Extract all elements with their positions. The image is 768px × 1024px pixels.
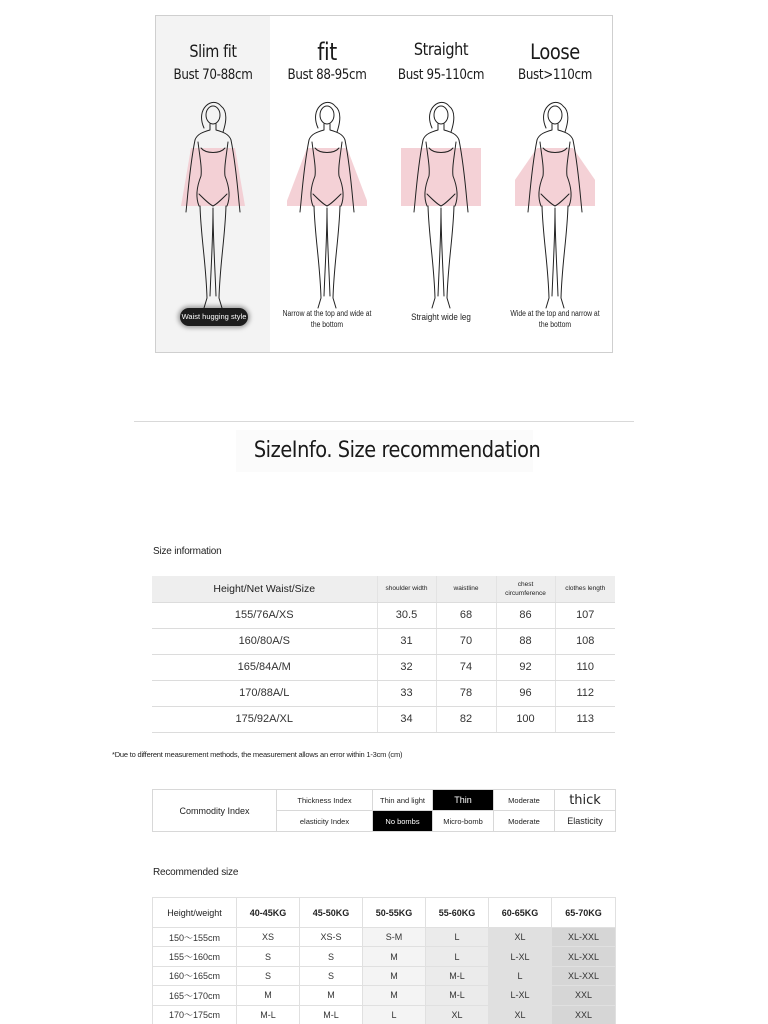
table-cell: 110 (555, 654, 615, 680)
table-cell: 88 (496, 628, 555, 654)
thickness-option: Thin and light (373, 790, 433, 811)
fit-column (156, 16, 270, 352)
elasticity-option: Micro-bomb (433, 811, 494, 832)
table-cell: 82 (436, 706, 496, 732)
figure-head (206, 106, 220, 124)
table-cell: L (426, 928, 489, 947)
fit-name: fit (317, 38, 337, 66)
elasticity-option: Moderate (494, 811, 555, 832)
table-cell: XL-XXL (552, 928, 616, 947)
fit-column (270, 16, 384, 352)
table-cell: L-XL (489, 947, 552, 966)
column-header: waistline (436, 576, 496, 602)
column-header: 60-65KG (489, 898, 552, 928)
fit-area-shading (181, 148, 245, 206)
figure-legs (542, 206, 568, 308)
fit-bust-range: Bust 95-110cm (397, 67, 485, 83)
table-cell: M-L (237, 1005, 300, 1024)
table-cell: 113 (555, 706, 615, 732)
figure-shoulders (537, 124, 573, 140)
body-figure-illustration (173, 98, 253, 310)
table-cell: S (300, 966, 363, 985)
table-cell: 155/76A/XS (152, 602, 377, 628)
fit-area-shading (515, 148, 595, 206)
fit-area-shading (287, 148, 367, 206)
fit-bust-range: Bust 88-95cm (287, 67, 367, 83)
table-cell: 165～170cm (153, 986, 237, 1005)
fit-column (384, 16, 498, 352)
table-cell: 74 (436, 654, 496, 680)
fit-types-panel (155, 15, 613, 353)
size-information-table (152, 576, 615, 733)
figure-hair (202, 102, 226, 132)
table-cell: XL-XXL (552, 966, 616, 985)
figure-hair (544, 102, 568, 132)
table-cell: 160/80A/S (152, 628, 377, 654)
table-cell: 31 (377, 628, 436, 654)
fit-area-shading (401, 148, 481, 206)
table-header-row (152, 576, 615, 602)
fit-bust-range: Bust 70-88cm (173, 67, 253, 83)
column-header: clothes length (555, 576, 615, 602)
table-cell: 34 (377, 706, 436, 732)
table-cell: M-L (300, 1005, 363, 1024)
figure-head (548, 106, 562, 124)
column-header: shoulder width (377, 576, 436, 602)
body-figure-illustration (287, 98, 367, 310)
table-cell: 150～155cm (153, 928, 237, 947)
fit-description: Straight wide leg (411, 312, 471, 323)
table-row (152, 654, 615, 680)
table-cell: XL (489, 928, 552, 947)
section-title: SizeInfo. Size recommendation (253, 438, 541, 463)
fit-description: Narrow at the top and wide at the bottom (282, 309, 372, 329)
table-row (153, 986, 616, 1005)
table-row (152, 628, 615, 654)
table-row (153, 928, 616, 947)
column-header: Height/weight (153, 898, 237, 928)
table-cell: L (426, 947, 489, 966)
recommended-size-table (152, 897, 616, 1024)
thickness-option: Moderate (494, 790, 555, 811)
thickness-index-label: Thickness Index (277, 790, 373, 811)
table-cell: 170～175cm (153, 1005, 237, 1024)
thickness-index-row (153, 790, 616, 811)
table-cell: M (363, 947, 426, 966)
table-cell: 78 (436, 680, 496, 706)
figure-head (320, 106, 334, 124)
table-cell: 92 (496, 654, 555, 680)
fit-name: Straight (413, 40, 469, 60)
table-cell: 112 (555, 680, 615, 706)
section-title-banner (236, 430, 541, 472)
table-cell: 32 (377, 654, 436, 680)
table-cell: M-L (426, 966, 489, 985)
table-cell: M (363, 966, 426, 985)
fit-column (498, 16, 612, 352)
elasticity-option: Elasticity (555, 811, 616, 832)
table-cell: 108 (555, 628, 615, 654)
figure-hair (430, 102, 454, 132)
column-header: 65-70KG (552, 898, 616, 928)
table-cell: XS-S (300, 928, 363, 947)
table-cell: XS (237, 928, 300, 947)
column-header: chest circumference (496, 576, 555, 602)
column-header: 55-60KG (426, 898, 489, 928)
table-cell: M-L (426, 986, 489, 1005)
body-figure-illustration (401, 98, 481, 310)
figure-hair (316, 102, 340, 132)
commodity-index-table (152, 789, 616, 832)
thickness-option-selected: Thin (433, 790, 494, 811)
figure-shoulders (195, 124, 231, 140)
elasticity-option-selected: No bombs (373, 811, 433, 832)
elasticity-index-label: elasticity Index (277, 811, 373, 832)
figure-shoulders (309, 124, 345, 140)
table-cell: 165/84A/M (152, 654, 377, 680)
table-cell: 33 (377, 680, 436, 706)
table-cell: 170/88A/L (152, 680, 377, 706)
table-cell: XXL (552, 1005, 616, 1024)
table-row (152, 706, 615, 732)
column-header: Height/Net Waist/Size (152, 576, 377, 602)
body-figure-illustration (515, 98, 595, 310)
fit-name: Loose (530, 40, 580, 64)
table-cell: L (489, 966, 552, 985)
recommended-size-heading: Recommended size (153, 867, 239, 878)
figure-legs (428, 206, 454, 308)
figure-head (434, 106, 448, 124)
table-cell: 107 (555, 602, 615, 628)
fit-description: Waist hugging style (180, 308, 248, 326)
table-cell: 96 (496, 680, 555, 706)
section-divider (134, 421, 634, 422)
measurement-note: *Due to different measurement methods, the measurement allows an error within 1-3cm (cm) (112, 750, 403, 759)
table-row (153, 966, 616, 985)
table-cell: S-M (363, 928, 426, 947)
table-cell: 86 (496, 602, 555, 628)
column-header: 50-55KG (363, 898, 426, 928)
table-cell: 175/92A/XL (152, 706, 377, 732)
column-header: 40-45KG (237, 898, 300, 928)
table-row (152, 680, 615, 706)
table-row (153, 1005, 616, 1024)
table-cell: XL (489, 1005, 552, 1024)
figure-legs (314, 206, 340, 308)
table-cell: M (363, 986, 426, 1005)
table-cell: 70 (436, 628, 496, 654)
table-cell: M (237, 986, 300, 1005)
table-cell: L-XL (489, 986, 552, 1005)
table-cell: S (237, 966, 300, 985)
table-cell: 68 (436, 602, 496, 628)
table-cell: 30.5 (377, 602, 436, 628)
fit-bust-range: Bust>110cm (517, 67, 593, 83)
figure-legs (200, 206, 226, 308)
table-cell: XXL (552, 986, 616, 1005)
size-information-heading: Size information (153, 546, 222, 557)
table-cell: M (300, 986, 363, 1005)
table-cell: S (237, 947, 300, 966)
table-cell: 155～160cm (153, 947, 237, 966)
fit-name: Slim fit (189, 42, 237, 62)
table-row (152, 602, 615, 628)
table-cell: S (300, 947, 363, 966)
table-cell: 160～165cm (153, 966, 237, 985)
figure-shoulders (423, 124, 459, 140)
fit-description: Wide at the top and narrow at the bottom (510, 309, 600, 329)
commodity-index-label: Commodity Index (153, 790, 277, 832)
table-header-row (153, 898, 616, 928)
table-cell: XL (426, 1005, 489, 1024)
table-row (153, 947, 616, 966)
thickness-option: thick (555, 790, 616, 811)
table-cell: L (363, 1005, 426, 1024)
table-cell: XL-XXL (552, 947, 616, 966)
column-header: 45-50KG (300, 898, 363, 928)
table-cell: 100 (496, 706, 555, 732)
